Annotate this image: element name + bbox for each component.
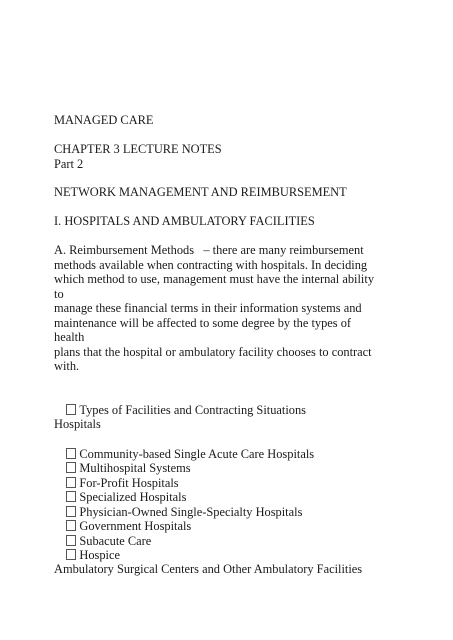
bullet-box-icon	[66, 549, 76, 560]
list-item-label: Hospice	[79, 547, 120, 562]
list-item-label: Community-based Single Acute Care Hospitals	[79, 446, 315, 461]
paragraph-line: maintenance will be affected to some degree by the types of	[54, 316, 352, 330]
list-item-label: Specialized Hospitals	[79, 489, 187, 504]
paragraph-line: which method to use, management must have the internal ability	[54, 272, 375, 286]
chapter-heading: CHAPTER 3 LECTURE NOTES	[54, 142, 222, 156]
paragraph-line: to	[54, 287, 64, 301]
list-item-label: Physician-Owned Single-Specialty Hospitals	[79, 504, 303, 519]
paragraph-line: with.	[54, 359, 80, 373]
types-heading: Types of Facilities and Contracting Situations	[79, 402, 306, 417]
paragraph-line: health	[54, 330, 85, 344]
paragraph-line: manage these financial terms in their information systems and	[54, 301, 362, 315]
subsection-heading: I. HOSPITALS AND AMBULATORY FACILITIES	[54, 214, 315, 228]
paragraph-line: methods available when contracting with hospitals. In deciding	[54, 258, 368, 272]
list-item-label: For-Profit Hospitals	[79, 475, 179, 490]
paragraph-line: A. Reimbursement Methods – there are many reimbursement	[54, 243, 364, 257]
document-title: MANAGED CARE	[54, 113, 154, 127]
hospitals-heading: Hospitals	[54, 417, 101, 431]
section-heading: NETWORK MANAGEMENT AND REIMBURSEMENT	[54, 185, 347, 199]
list-item-label: Government Hospitals	[79, 518, 192, 533]
list-item-label: Multihospital Systems	[79, 460, 191, 475]
part-label: Part 2	[54, 157, 84, 171]
ambulatory-heading: Ambulatory Surgical Centers and Other Ambulatory Facilities	[54, 562, 363, 576]
paragraph-line: plans that the hospital or ambulatory facility chooses to contract	[54, 345, 372, 359]
list-item-label: Subacute Care	[79, 533, 152, 548]
bullet-box-icon	[66, 404, 76, 415]
